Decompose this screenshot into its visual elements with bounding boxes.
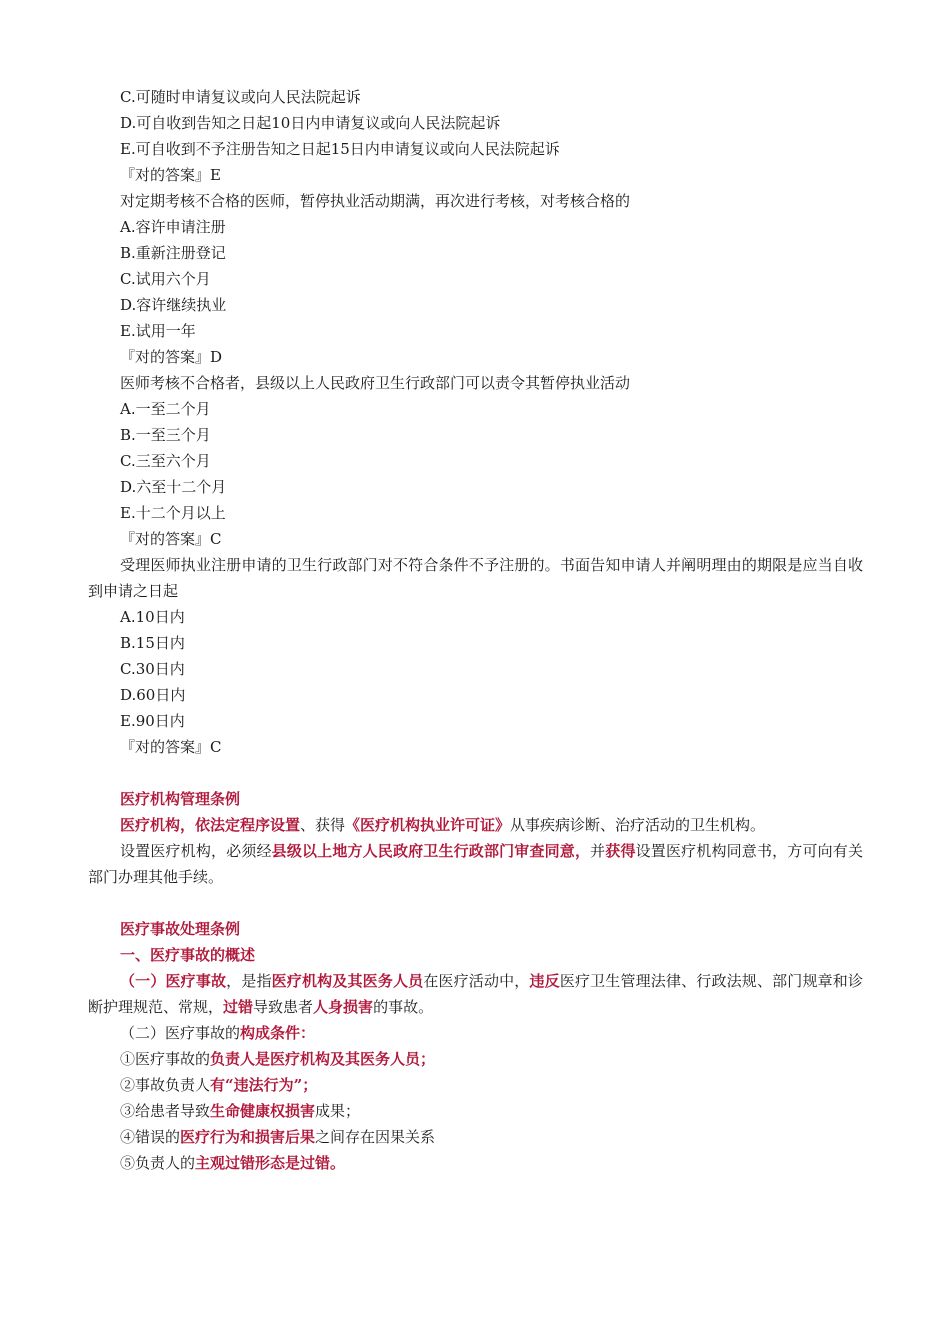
highlight: 负责人是医疗机构及其医务人员； [210, 1050, 436, 1068]
highlight: 医疗机构，依法定程序设置 [120, 816, 301, 834]
q1-option-e: E.可自收到不予注册告知之日起15日内申请复议或向人民法院起诉 [120, 140, 560, 158]
highlight: 《医疗机构执业许可证》 [345, 816, 511, 834]
highlight: 主观过错形态是过错。 [195, 1154, 346, 1172]
q3-stem: 医师考核不合格者，县级以上人民政府卫生行政部门可以责令其暂停执业活动 [120, 374, 631, 392]
section-title-institution: 医疗机构管理条例 [120, 790, 241, 808]
q3-option-e: E.十二个月以上 [120, 504, 226, 522]
q2-answer: 『对的答案』D [120, 348, 223, 366]
condition-item-3 [88, 1098, 863, 1124]
text: 并 [590, 842, 606, 860]
highlight: 违反 [529, 972, 560, 990]
q3-option-c: C.三至六个月 [120, 452, 211, 470]
section-title-accident: 医疗事故处理条例 [120, 920, 241, 938]
text: 的事故。 [373, 998, 434, 1016]
institution-setup-paragraph [88, 838, 863, 890]
q4-stem: 受理医师执业注册申请的卫生行政部门对不符合条件不予注册的。书面告知申请人并阐明理由的期限是应当自收到申请之日起 [88, 556, 863, 600]
q3-option-b: B.一至三个月 [120, 426, 211, 444]
highlight: 获得 [605, 842, 636, 860]
q2-option-a: A.容许申请注册 [120, 218, 226, 236]
text: 之间存在因果关系 [315, 1128, 436, 1146]
q4-option-c: C.30日内 [120, 660, 185, 678]
q4-option-a: A.10日内 [120, 608, 185, 626]
highlight: 人身损害 [313, 998, 374, 1016]
text: 设置医疗机构同意书，方可向有关部门办理其他手续。 [88, 842, 863, 886]
accident-definition [88, 968, 863, 1020]
spacer [88, 760, 863, 786]
institution-definition [88, 812, 863, 838]
condition-item-5 [88, 1150, 863, 1176]
q2-option-b: B.重新注册登记 [120, 244, 226, 262]
q2-stem: 对定期考核不合格的医师，暂停执业活动期满，再次进行考核，对考核合格的 [120, 192, 631, 210]
text: ③给患者导致 [120, 1102, 211, 1120]
highlight: 有“违法行为”； [210, 1076, 318, 1094]
q3-answer: 『对的答案』C [120, 530, 222, 548]
q4-option-e: E.90日内 [120, 712, 185, 730]
highlight: 医疗机构及其医务人员 [271, 972, 424, 990]
q2-option-c: C.试用六个月 [120, 270, 211, 288]
text: 导致患者 [253, 998, 314, 1016]
highlight: 构成条件： [240, 1024, 316, 1042]
q1-answer: 『对的答案』E [120, 166, 221, 184]
text: 设置医疗机构，必须经 [120, 842, 272, 860]
text: 从事疾病诊断、治疗活动的卫生机构。 [510, 816, 766, 834]
q4-option-d: D.60日内 [120, 686, 186, 704]
text: ②事故负责人 [120, 1076, 211, 1094]
q4-answer: 『对的答案』C [120, 738, 222, 756]
q3-option-d: D.六至十二个月 [120, 478, 227, 496]
q1-option-c: C.可随时申请复议或向人民法院起诉 [120, 88, 361, 106]
condition-item-2 [88, 1072, 863, 1098]
text: （二）医疗事故的 [120, 1024, 241, 1042]
q2-option-e: E.试用一年 [120, 322, 196, 340]
document-page [88, 84, 863, 1176]
highlight: 生命健康权损害 [210, 1102, 316, 1120]
text: ⑤负责人的 [120, 1154, 196, 1172]
condition-item-4 [88, 1124, 863, 1150]
highlight: （一）医疗事故 [120, 972, 227, 990]
text: ，是指 [226, 972, 272, 990]
highlight: 过错 [223, 998, 254, 1016]
text: 医疗卫生管理法律、行政法规、部门规章和诊断护理规范、常规， [88, 972, 863, 1016]
q4-option-b: B.15日内 [120, 634, 185, 652]
condition-item-1 [88, 1046, 863, 1072]
spacer [88, 890, 863, 916]
section-subtitle-overview: 一、医疗事故的概述 [120, 946, 256, 964]
q2-option-d: D.容许继续执业 [120, 296, 227, 314]
text: 在医疗活动中， [423, 972, 530, 990]
highlight: 医疗行为和损害后果 [180, 1128, 316, 1146]
text: 、获得 [300, 816, 346, 834]
text: 成果； [315, 1102, 361, 1120]
highlight: 县级以上地方人民政府卫生行政部门审查同意， [271, 842, 591, 860]
q1-option-d: D.可自收到告知之日起10日内申请复议或向人民法院起诉 [120, 114, 501, 132]
q3-option-a: A.一至二个月 [120, 400, 211, 418]
text: ①医疗事故的 [120, 1050, 211, 1068]
text: ④错误的 [120, 1128, 181, 1146]
accident-conditions-heading [88, 1020, 863, 1046]
